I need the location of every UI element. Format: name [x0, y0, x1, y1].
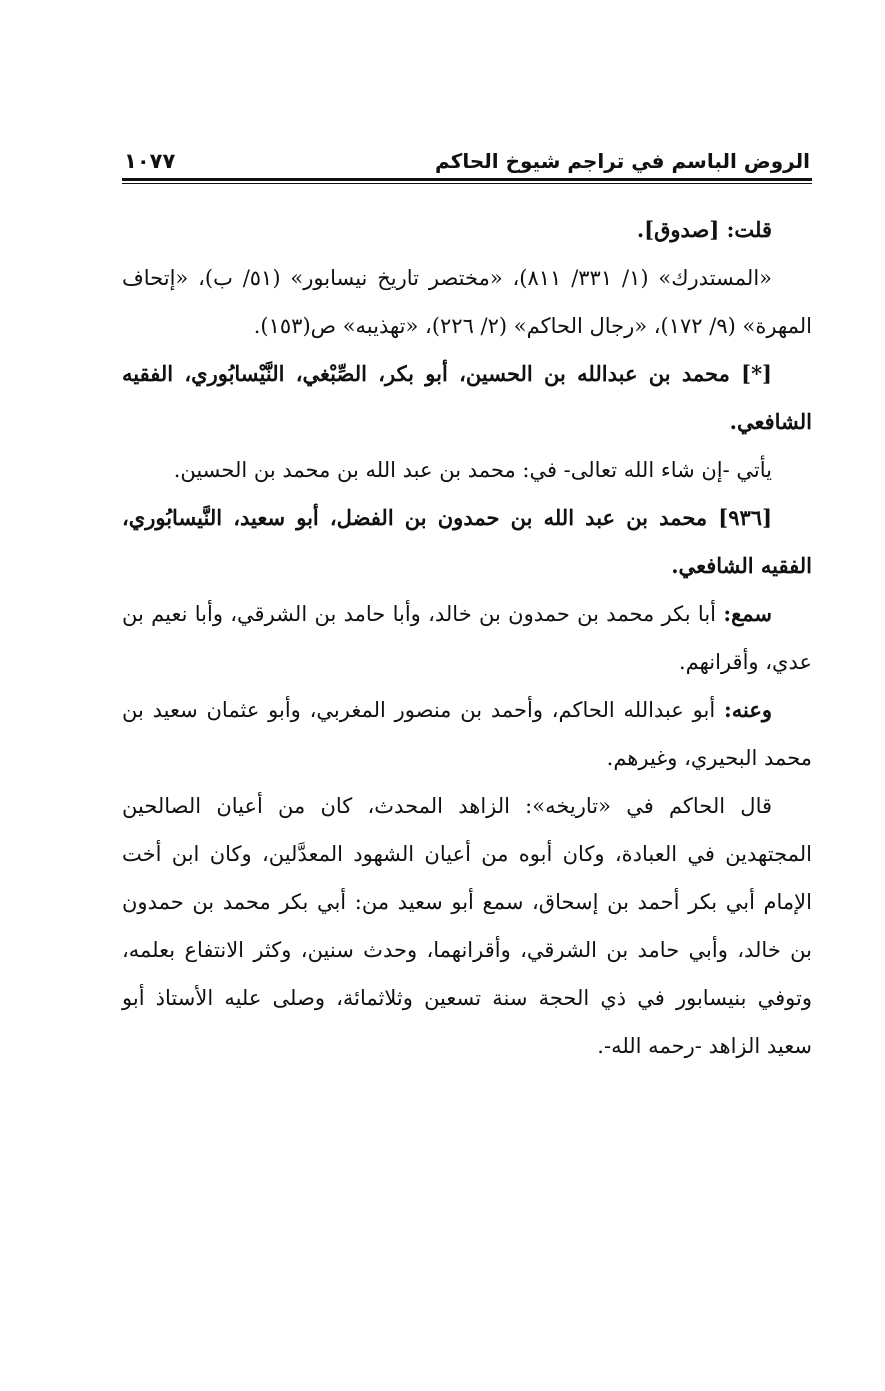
- entry-heading: [٩٣٦] محمد بن عبد الله بن حمدون بن الفضل، أبو سعيد، النَّيسابُوري، الفقيه الشافعي.: [122, 505, 812, 578]
- heard-from-text: أبا بكر محمد بن حمدون بن خالد، وأبا حامد بن الشرقي، وأبا نعيم بن عدي، وأقرانهم.: [122, 602, 812, 674]
- narrators-paragraph: [122, 686, 812, 782]
- header-rule: [122, 178, 812, 184]
- page-number: ١٠٧٧: [124, 149, 176, 173]
- heard-from-paragraph: [122, 590, 812, 686]
- running-header-title: الروض الباسم في تراجم شيوخ الحاكم: [435, 149, 810, 173]
- narrators-label: وعنه:: [723, 697, 772, 722]
- cross-reference-paragraph: يأتي -إن شاء الله تعالى- في: محمد بن عبد الله بن محمد بن الحسين.: [173, 458, 772, 482]
- book-page: [122, 138, 812, 1070]
- running-header: [122, 138, 812, 176]
- narrators-text: أبو عبدالله الحاكم، وأحمد بن منصور المغربي، وأبو عثمان سعيد بن محمد البحيري، وغيرهم.: [122, 698, 812, 770]
- verdict-paragraph: [122, 206, 812, 254]
- verdict-label: قلت: [صدوق].: [636, 217, 772, 242]
- biography-paragraph: قال الحاكم في «تاريخه»: الزاهد المحدث، كان من أعيان الصالحين المجتهدين في العبادة، وكان أبوه من أعيان الشهود المعدَّلين، وكان ابن أخت الإمام أبي بكر أحمد بن إسحاق، سمع أبو سعيد من: أبي بكر محمد بن حمدون بن خالد، وأبي حامد بن الشرقي، وأقرانهما، وحدث سنين، وكثر الانتفاع بعلمه، وتوفي بنيسابور في ذي الحجة سنة تسعين وثلاثمائة، وصلى عليه الأستاذ أبو سعيد الزاهد -رحمه الله-.: [122, 794, 812, 1058]
- sources-paragraph: «المستدرك» (١/ ٣٣١/ ٨١١)، «مختصر تاريخ نيسابور» (٥١/ ب)، «إتحاف المهرة» (٩/ ١٧٢)، «رجال الحاكم» (٢/ ٢٢٦)، «تهذيبه» ص(١٥٣).: [122, 266, 812, 338]
- page-body: [122, 206, 812, 1070]
- heard-from-label: سمع:: [723, 601, 772, 626]
- cross-reference-heading: [*] محمد بن عبدالله بن الحسين، أبو بكر، الصِّبْغي، النَّيْسابُوري، الفقيه الشافعي.: [122, 361, 812, 434]
